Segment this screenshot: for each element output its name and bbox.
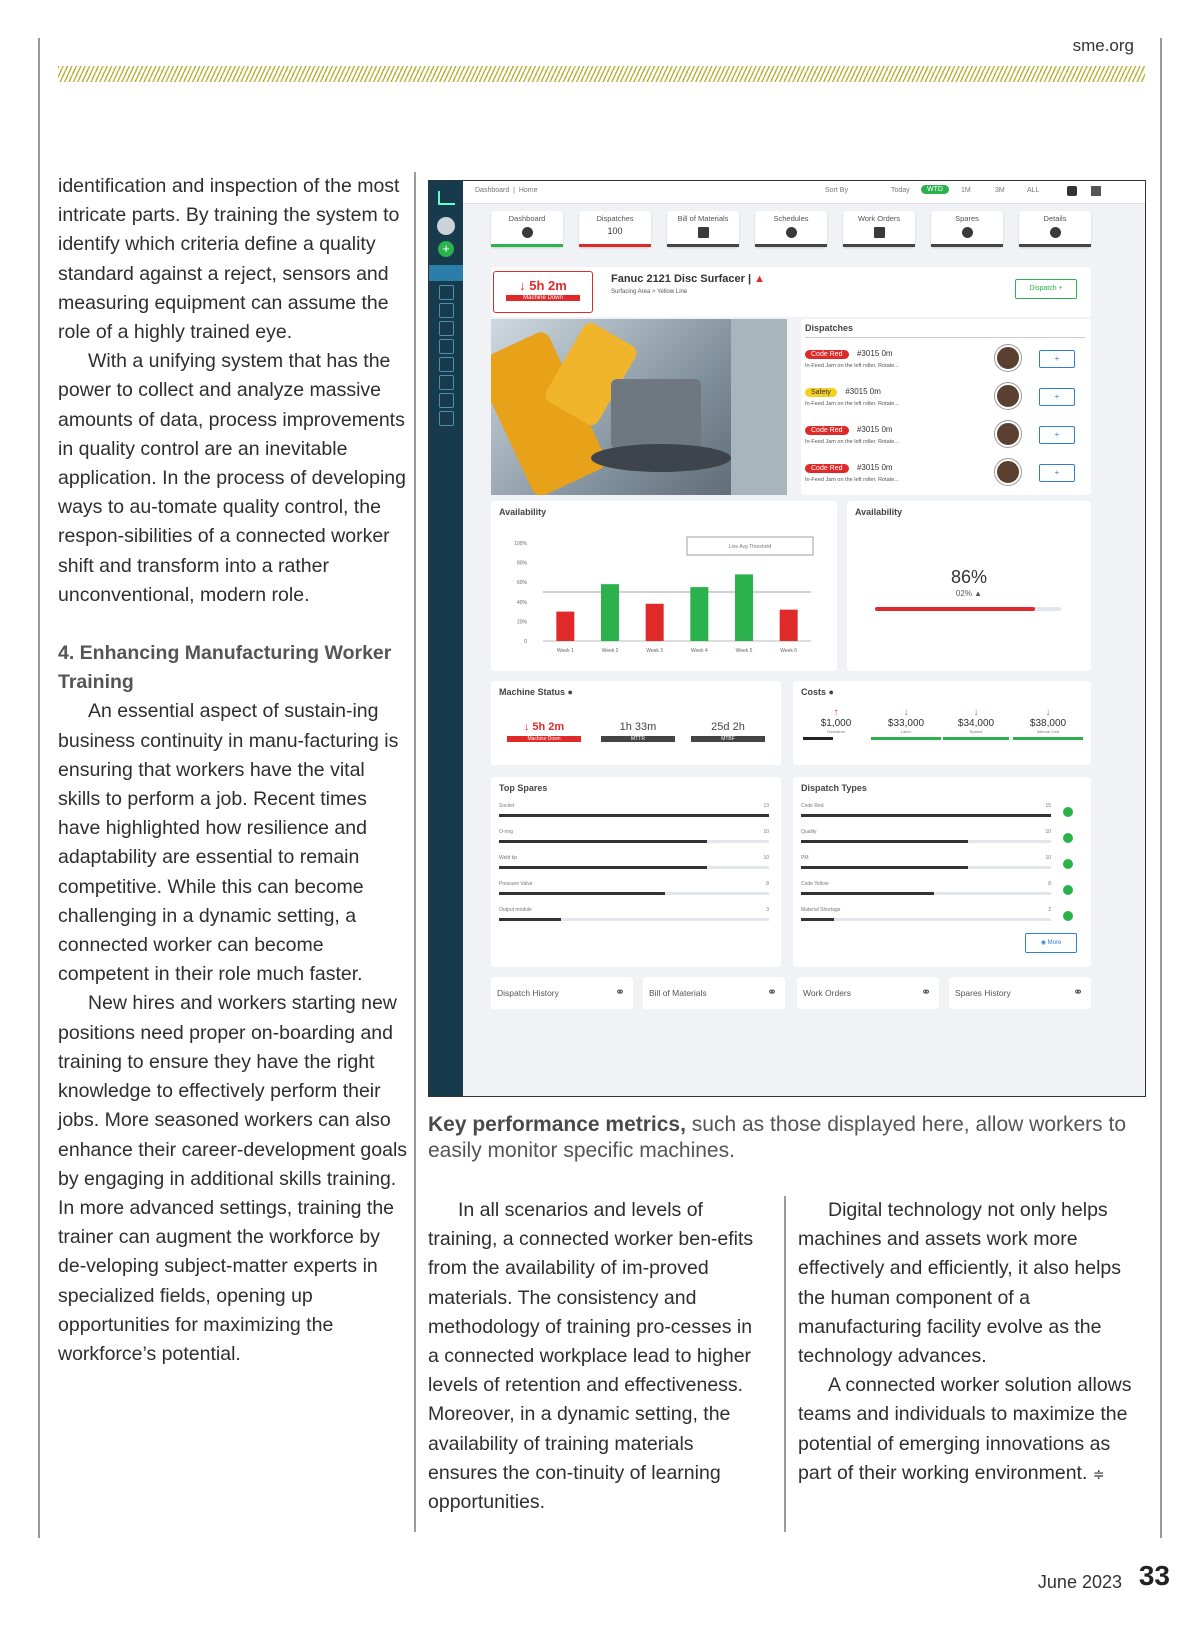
- top-spares-title: Top Spares: [499, 783, 548, 793]
- item-track: [801, 892, 1051, 895]
- nav-icon[interactable]: [439, 321, 454, 336]
- item-track: [801, 866, 1051, 869]
- link-label: Spares History: [955, 988, 1011, 998]
- item-label: Output module: [499, 907, 532, 913]
- chart-title: Availability: [499, 507, 547, 517]
- availability-percent-card: [847, 501, 1091, 671]
- nav-icon[interactable]: [439, 339, 454, 354]
- item-label: Pressure Valve: [499, 881, 533, 887]
- tab-label: Bill of Materials: [677, 214, 729, 223]
- assign-button[interactable]: +: [1039, 426, 1075, 444]
- item-label: Quality: [801, 829, 817, 835]
- add-circle-icon[interactable]: [1063, 807, 1073, 817]
- list-item: [801, 881, 1051, 903]
- machine-header-card: [491, 267, 1091, 317]
- cost-value: $34,000: [957, 718, 995, 729]
- item-track: [499, 814, 769, 817]
- info-icon: [1050, 227, 1061, 238]
- link-work-orders[interactable]: [797, 977, 939, 1009]
- y-tick-label: 0: [524, 639, 527, 645]
- tab-indicator: [931, 244, 1003, 247]
- bar-week-1[interactable]: [556, 612, 574, 641]
- status-label: MTTR: [601, 736, 675, 742]
- cost-item: [943, 707, 1009, 740]
- availability-delta: 02% ▲: [955, 589, 983, 598]
- paragraph: With a unifying system that has the power to collect and analyze massive amounts of data, process improvements in quality control are an inevitable application. In the process of developing ways to au-tomate quality control, the respon-sibilities of a connected worker shift and transform into a rather unconventional, modern role.: [58, 350, 406, 606]
- clipboard-icon: [874, 227, 885, 238]
- paragraph: Digital technology not only helps machines and assets work more effectively and efficiently, it also helps the human component of a manufacturing facility evolve as the technology advances.: [798, 1199, 1122, 1368]
- cost-label: Downtime: [827, 729, 845, 734]
- bar-week-4[interactable]: [690, 587, 708, 641]
- eye-icon: ◉: [1040, 940, 1046, 946]
- document-icon: [698, 227, 709, 238]
- nav-icon[interactable]: [439, 375, 454, 390]
- avatar: [995, 383, 1021, 409]
- item-count: 13: [763, 803, 769, 809]
- range-today[interactable]: Today: [891, 187, 910, 194]
- header-hatch-band: [58, 66, 1145, 82]
- avatar: [995, 345, 1021, 371]
- dispatches-title: Dispatches: [805, 323, 854, 333]
- costs-card: [793, 681, 1091, 765]
- top-spares-card: [491, 777, 781, 967]
- dispatch-id: #3015 0m: [856, 463, 893, 472]
- dispatch-tag: Safety: [805, 388, 837, 397]
- item-track: [499, 892, 769, 895]
- dispatch-id: #3015 0m: [845, 387, 881, 396]
- link-icon: ⚭: [1072, 985, 1083, 999]
- tab-schedules[interactable]: [755, 211, 827, 247]
- dispatch-button[interactable]: Dispatch +: [1015, 279, 1077, 299]
- downtime-label: Machine Down: [506, 295, 580, 301]
- item-count: 8: [766, 881, 769, 887]
- availability-percent: 86%: [950, 567, 988, 587]
- dashboard-sidebar: [429, 181, 463, 1096]
- site-url: sme.org: [1072, 36, 1134, 55]
- dashboard-screenshot: [428, 180, 1146, 1097]
- dispatch-desc: In-Feed Jam on the left roller. Rotate...: [805, 439, 899, 445]
- tab-label: Details: [1043, 214, 1067, 223]
- article-column-3: [798, 1196, 1143, 1489]
- machine-status-card: [491, 681, 781, 765]
- grid-icon[interactable]: [1091, 186, 1101, 196]
- availability-fill: [875, 607, 1035, 611]
- article-column-2: [428, 1196, 768, 1517]
- cost-value: $33,000: [887, 718, 925, 729]
- caption-text: such as those displayed here, allow workers to easily monitor specific machines.: [428, 1113, 1127, 1162]
- nav-icon[interactable]: [439, 357, 454, 372]
- y-tick-label: 80%: [516, 560, 527, 567]
- link-label: Bill of Materials: [649, 988, 707, 998]
- tab-work-orders[interactable]: [843, 211, 915, 247]
- x-tick-label: Week 5: [735, 648, 753, 654]
- legend-label: Line Avg Threshold: [728, 544, 772, 550]
- info-icon: ●: [567, 687, 573, 697]
- status-tile-mttr[interactable]: [601, 721, 675, 742]
- add-icon[interactable]: +: [438, 241, 454, 257]
- item-track: [499, 840, 769, 843]
- tab-dispatches[interactable]: [579, 211, 651, 247]
- item-bar: [499, 814, 769, 817]
- link-label: Dispatch History: [497, 988, 559, 998]
- x-tick-label: Week 2: [601, 648, 619, 654]
- range-3m[interactable]: 3M: [995, 187, 1005, 194]
- dispatches-card: [801, 319, 1091, 495]
- tab-label: Work Orders: [857, 214, 901, 223]
- tab-indicator: [755, 244, 827, 247]
- bar-week-2[interactable]: [601, 584, 619, 641]
- cost-label: Spares: [969, 729, 983, 734]
- bar-week-3[interactable]: [646, 604, 664, 641]
- x-tick-label: Week 4: [690, 648, 708, 654]
- nav-icon[interactable]: [439, 285, 454, 300]
- item-count: 15: [1045, 803, 1051, 809]
- assign-button[interactable]: +: [1039, 388, 1075, 406]
- add-circle-icon[interactable]: [1063, 885, 1073, 895]
- home-icon[interactable]: [429, 265, 463, 281]
- bar-week-5[interactable]: [735, 574, 753, 641]
- link-label: Work Orders: [803, 988, 852, 998]
- list-item: [801, 829, 1051, 851]
- status-tile-downtime[interactable]: ↓ 5h 2m Machine Down: [507, 721, 581, 742]
- link-icon: ⚭: [766, 985, 777, 999]
- link-dispatch-history[interactable]: [491, 977, 633, 1009]
- tab-spares[interactable]: [931, 211, 1003, 247]
- arrow-down-icon: ↓: [903, 707, 909, 718]
- range-all[interactable]: ALL: [1027, 187, 1040, 194]
- dispatch-tag: Code Red: [805, 426, 849, 435]
- paragraph: identification and inspection of the most intricate parts. By training the system to identify which criteria define a quality standard against a reject, sensors and measuring equipment can assume the role of a highly trained eye.: [58, 175, 400, 344]
- article-column-1: [58, 172, 408, 1369]
- breadcrumb[interactable]: Dashboard | Home: [475, 187, 538, 194]
- item-bar: [499, 866, 707, 869]
- assign-button[interactable]: +: [1039, 464, 1075, 482]
- arrow-down-icon: ↓: [973, 707, 979, 718]
- nav-icon[interactable]: [439, 303, 454, 318]
- sort-dropdown[interactable]: Sort By: [825, 187, 848, 194]
- tab-dashboard[interactable]: [491, 211, 563, 247]
- tab-indicator: [1019, 244, 1091, 247]
- dashboard-topbar: [463, 181, 1145, 204]
- status-value: 25d 2h: [711, 721, 745, 733]
- y-tick-label: 100%: [514, 541, 527, 547]
- availability-bar-chart: [491, 501, 837, 671]
- item-track: [801, 814, 1051, 817]
- logo-icon: [438, 191, 455, 205]
- tab-indicator: [843, 244, 915, 247]
- figure-caption: [428, 1112, 1128, 1164]
- dispatch-row[interactable]: [805, 419, 1085, 453]
- status-tile-mtbf[interactable]: [691, 721, 765, 742]
- info-icon: ●: [828, 687, 834, 697]
- list-item: [499, 907, 769, 929]
- machine-location: Surfacing Area > Yellow Line: [611, 289, 688, 295]
- item-count: 10: [1045, 855, 1051, 861]
- downtime-value: 5h 2m: [529, 278, 567, 293]
- item-label: Weld tip: [499, 855, 517, 861]
- page-number: 33: [1138, 1560, 1170, 1591]
- item-bar: [499, 918, 561, 921]
- cost-item: [803, 707, 869, 740]
- user-avatar[interactable]: [437, 217, 455, 235]
- avatar: [995, 421, 1021, 447]
- status-value: 1h 33m: [619, 721, 657, 733]
- dispatch-row[interactable]: [805, 343, 1085, 377]
- list-item: [499, 803, 769, 825]
- tab-label: Schedules: [773, 214, 809, 223]
- item-label: PM: [801, 855, 809, 861]
- item-count: 3: [766, 907, 769, 913]
- item-track: [499, 918, 769, 921]
- nav-icon[interactable]: [439, 411, 454, 426]
- x-tick-label: Week 1: [556, 648, 574, 654]
- y-tick-label: 20%: [516, 619, 527, 626]
- downtime-badge[interactable]: [493, 271, 593, 313]
- tab-indicator: [491, 244, 563, 247]
- tab-bill-of-materials[interactable]: [667, 211, 739, 247]
- paragraph: In all scenarios and levels of training, a connected worker ben-efits from the availability of im-proved materials. The consistency and methodology of training pro-cesses in a connected workplace lead to higher levels of retention and effectiveness. Moreover, in a dynamic setting, the availability of training materials ensures the con-tinuity of learning opportunities.: [428, 1199, 754, 1514]
- info-icon: [522, 227, 533, 238]
- dispatch-row[interactable]: [805, 381, 1085, 415]
- cost-item: [871, 707, 941, 740]
- item-label: Socket: [499, 803, 515, 809]
- range-1m[interactable]: 1M: [961, 187, 971, 194]
- column-rule: [784, 1196, 786, 1532]
- column-rule: [414, 172, 416, 1532]
- tab-indicator: [579, 244, 651, 247]
- item-count: 10: [763, 855, 769, 861]
- more-button[interactable]: ◉ More: [1025, 933, 1077, 953]
- tab-count: 100: [607, 226, 623, 236]
- item-track: [801, 918, 1051, 921]
- item-track: [499, 866, 769, 869]
- dispatch-tag: Code Red: [805, 464, 849, 473]
- cost-item: [1013, 707, 1083, 740]
- caption-bold: Key performance metrics,: [428, 1113, 686, 1136]
- costs-title: Costs ●: [801, 687, 834, 697]
- list-item: [801, 907, 1051, 929]
- item-label: Material Shortage: [801, 907, 841, 913]
- item-count: 10: [763, 829, 769, 835]
- item-bar: [801, 814, 1051, 817]
- section-heading: 4. Enhancing Manufacturing Worker Training: [58, 642, 392, 694]
- arrow-down-icon: ↓: [1045, 707, 1051, 718]
- left-margin-rule: [38, 38, 40, 1538]
- end-mark-icon: ≑: [1092, 1465, 1105, 1482]
- item-bar: [801, 892, 934, 895]
- item-count: 2: [1048, 907, 1051, 913]
- item-label: Code Yellow: [801, 881, 829, 887]
- x-tick-label: Week 6: [780, 648, 798, 654]
- add-circle-icon[interactable]: [1063, 833, 1073, 843]
- dispatch-desc: In-Feed Jam on the left roller. Rotate...: [805, 363, 899, 369]
- cost-value: $38,000: [1029, 718, 1067, 729]
- tab-details[interactable]: [1019, 211, 1091, 247]
- dispatch-row[interactable]: [805, 457, 1085, 491]
- availability-chart-card: [491, 501, 837, 671]
- item-bar: [499, 892, 665, 895]
- range-wtd[interactable]: WTD: [921, 185, 949, 194]
- avatar: [995, 459, 1021, 485]
- dispatch-types-title: Dispatch Types: [801, 783, 867, 793]
- tab-label: Dashboard: [508, 214, 546, 223]
- warning-icon: ▲: [754, 273, 765, 285]
- status-label: MTBF: [691, 736, 765, 742]
- y-tick-label: 40%: [516, 599, 527, 606]
- tab-label: Dispatches: [596, 214, 634, 223]
- item-bar: [801, 918, 834, 921]
- clock-icon: [786, 227, 797, 238]
- list-item: [499, 829, 769, 851]
- machine-status-title: Machine Status ●: [499, 687, 573, 697]
- x-tick-label: Week 3: [646, 648, 664, 654]
- add-circle-icon[interactable]: [1063, 911, 1073, 921]
- assign-button[interactable]: +: [1039, 350, 1075, 368]
- y-tick-label: 60%: [516, 580, 527, 587]
- paragraph: An essential aspect of sustain-ing business continuity in manu-facturing is ensuring that workers have the vital skills to perform a job. Recent times have highlighted how resilience and adaptability are essential to remain competitive. While this can become challenging in a dynamic setting, a connected worker can become competent in their role much faster.: [58, 700, 399, 986]
- arrow-down-icon: ↓: [519, 278, 526, 293]
- item-count: 10: [1045, 829, 1051, 835]
- list-item: [499, 881, 769, 903]
- dispatch-tag: Code Red: [805, 350, 849, 359]
- item-bar: [801, 866, 968, 869]
- bar-week-6[interactable]: [780, 610, 798, 641]
- right-margin-rule: [1160, 38, 1162, 1538]
- item-label: O-ring: [499, 829, 513, 835]
- dispatch-id: #3015 0m: [856, 349, 893, 358]
- link-icon: ⚭: [920, 985, 931, 999]
- paragraph: A connected worker solution allows teams and individuals to maximize the potential of emerging innovations as part of their working environment. ≑: [798, 1374, 1132, 1484]
- tab-indicator: [667, 244, 739, 247]
- list-item: [499, 855, 769, 877]
- paragraph: New hires and workers starting new positions need proper on-boarding and training to ensure they have the right knowledge to effectively perform their jobs. More seasoned workers can also enhance their career-development goals by engaging in additional skills training. In more advanced settings, training the trainer can augment the workforce by de-veloping subject-matter experts in specialized fields, opening up opportunities for maximizing the workforce’s potential.: [58, 992, 408, 1365]
- list-item: [801, 803, 1051, 825]
- item-track: [801, 840, 1051, 843]
- clock-icon: [962, 227, 973, 238]
- item-count: 8: [1048, 881, 1051, 887]
- cost-label: Labor: [900, 729, 912, 734]
- notification-icon[interactable]: [1067, 186, 1077, 196]
- tab-label: Spares: [955, 214, 979, 223]
- availability-title: Availability: [855, 507, 903, 517]
- machine-title: Fanuc 2121 Disc Surfacer | ▲: [611, 273, 765, 285]
- link-bill-of-materials[interactable]: [643, 977, 785, 1009]
- cost-label: Internal Cost: [1036, 729, 1060, 734]
- item-bar: [801, 840, 968, 843]
- machine-photo: [491, 319, 787, 495]
- add-circle-icon[interactable]: [1063, 859, 1073, 869]
- dispatch-id: #3015 0m: [856, 425, 893, 434]
- nav-icon[interactable]: [439, 393, 454, 408]
- arrow-up-icon: ↑: [833, 707, 839, 718]
- status-label: Machine Down: [507, 736, 581, 742]
- issue-date: June 2023: [1037, 1572, 1122, 1592]
- dispatch-types-card: [793, 777, 1091, 967]
- item-label: Code Red: [801, 803, 824, 809]
- availability-track: [875, 607, 1061, 611]
- dispatch-desc: In-Feed Jam on the left roller. Rotate...: [805, 477, 899, 483]
- dispatch-desc: In-Feed Jam on the left roller. Rotate...: [805, 401, 899, 407]
- item-bar: [499, 840, 707, 843]
- cost-value: $1,000: [820, 718, 852, 729]
- link-icon: ⚭: [614, 985, 625, 999]
- list-item: [801, 855, 1051, 877]
- link-spares-history[interactable]: [949, 977, 1091, 1009]
